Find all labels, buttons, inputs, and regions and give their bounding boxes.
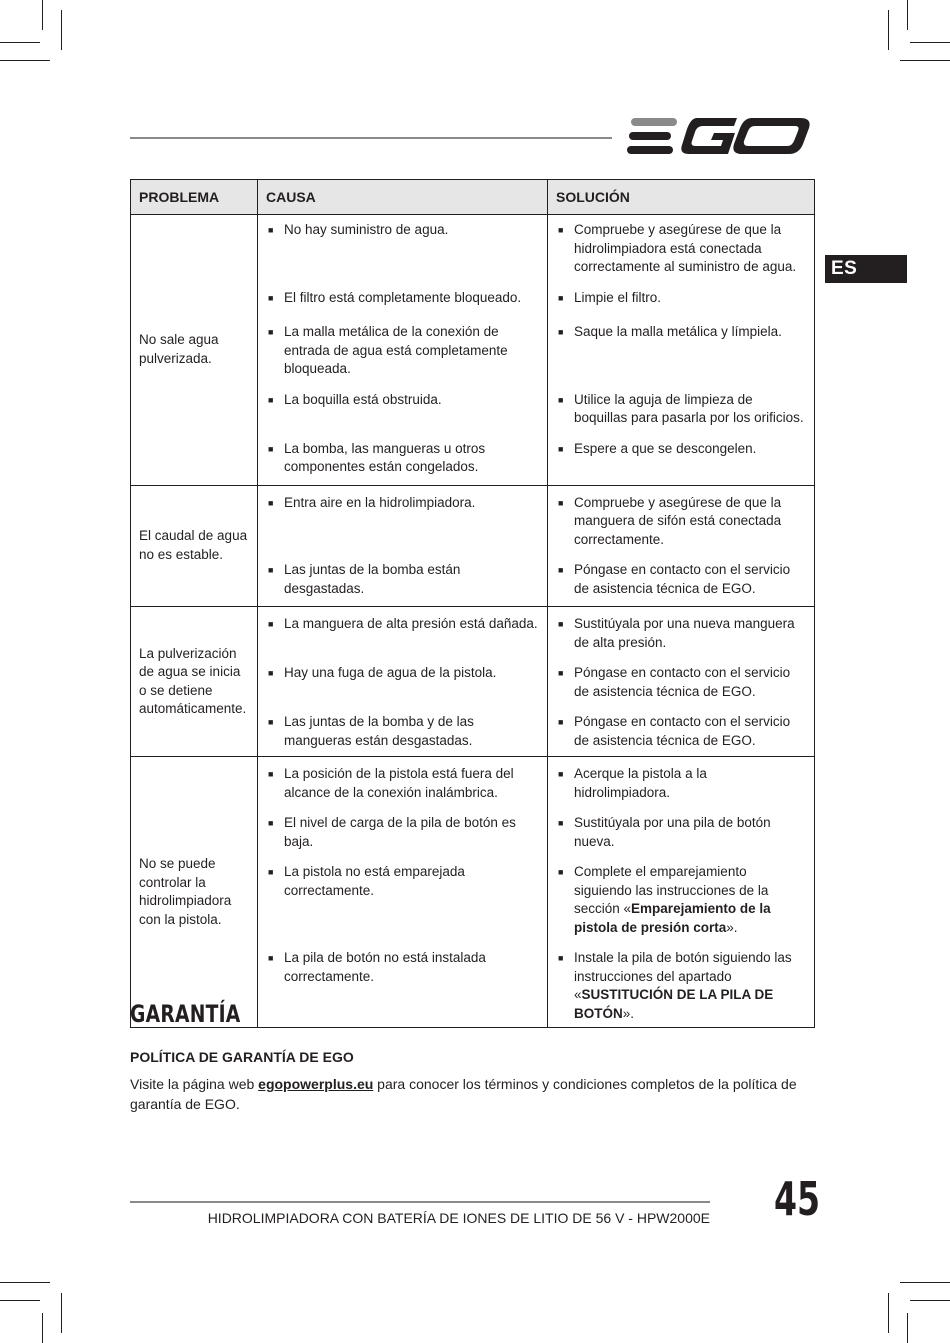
cause-cell — [258, 555, 548, 607]
problem-cell: El caudal de agua no es estable. — [131, 485, 258, 607]
bullet-square-icon: ■ — [268, 769, 274, 779]
cause-text: Las juntas de la bomba están desgastadas. — [284, 562, 461, 596]
problem-cell: La pulverización de agua se inicia o se detiene automáticamente. — [131, 607, 258, 757]
bullet-square-icon: ■ — [558, 867, 564, 877]
language-tab: ES — [825, 255, 907, 283]
solution-cell — [548, 857, 815, 943]
footer-product-title: HIDROLIMPIADORA CON BATERÍA DE IONES DE LITIO DE 56 V - HPW2000E — [207, 1210, 710, 1226]
bullet-square-icon: ■ — [268, 225, 274, 235]
bullet-square-icon: ■ — [268, 443, 274, 454]
solution-cell — [548, 434, 815, 486]
cause-text: Entra aire en la hidrolimpiadora. — [284, 494, 476, 510]
cause-text: La posición de la pistola está fuera del alcance de la conexión inalámbrica. — [284, 766, 514, 800]
ego-logo — [627, 114, 813, 158]
crop-mark — [888, 10, 889, 50]
table-row — [131, 607, 815, 659]
bullet-square-icon: ■ — [268, 867, 274, 877]
bullet-square-icon: ■ — [558, 225, 564, 235]
bullet-square-icon: ■ — [558, 769, 564, 779]
cause-text: El nivel de carga de la pila de botón es baja. — [284, 815, 516, 849]
solution-text: Sustitúyala por una pila de botón nueva. — [574, 815, 771, 849]
cause-cell — [258, 857, 548, 943]
bullet-square-icon: ■ — [268, 717, 274, 727]
solution-text: Póngase en contacto con el servicio de asistencia técnica de EGO. — [574, 714, 791, 748]
bullet-square-icon: ■ — [558, 497, 564, 508]
solution-cell — [548, 215, 815, 283]
solution-cell — [548, 943, 815, 1028]
problem-cell: No se puede controlar la hidrolimpiadora con la pistola. — [131, 757, 258, 1028]
bullet-square-icon: ■ — [558, 394, 564, 405]
solution-text: Complete el emparejamiento siguiendo las instrucciones de la sección «Emparejamiento de la pistola de presión corta». — [574, 864, 771, 935]
cause-text: La malla metálica de la conexión de entrada de agua está completamente bloqueada. — [284, 324, 508, 376]
solution-text: Sustitúyala por una nueva manguera de alta presión. — [574, 616, 795, 650]
crop-mark — [42, 1313, 43, 1343]
solution-text: Póngase en contacto con el servicio de asistencia técnica de EGO. — [574, 562, 791, 596]
bullet-square-icon: ■ — [558, 443, 564, 454]
crop-mark — [0, 1300, 40, 1301]
cause-text: Hay una fuga de agua de la pistola. — [284, 665, 497, 680]
solution-cell — [548, 658, 815, 707]
cause-cell — [258, 658, 548, 707]
cause-cell — [258, 808, 548, 857]
crop-mark — [888, 1293, 889, 1333]
crop-mark — [910, 42, 950, 43]
bullet-square-icon: ■ — [558, 818, 564, 828]
crop-mark — [0, 60, 50, 61]
crop-mark — [907, 1313, 908, 1343]
crop-mark — [0, 1282, 50, 1283]
cause-text: No hay suministro de agua. — [284, 222, 449, 237]
table-row — [131, 485, 815, 555]
bullet-square-icon: ■ — [558, 668, 564, 678]
crop-mark — [900, 60, 950, 61]
solution-text: Póngase en contacto con el servicio de asistencia técnica de EGO. — [574, 665, 791, 699]
solution-cell — [548, 707, 815, 757]
column-header-problem: PROBLEMA — [131, 180, 258, 215]
bullet-square-icon: ■ — [268, 292, 274, 303]
cause-cell — [258, 215, 548, 283]
bullet-square-icon: ■ — [268, 565, 274, 575]
table-row — [131, 215, 815, 283]
solution-text: Instale la pila de botón siguiendo las instrucciones del apartado «SUSTITUCIÓN DE LA PILA DE BOTÓN». — [574, 950, 792, 1021]
solution-text: Compruebe y asegúrese de que la hidrolimpiadora está conectada correctamente al suministro de agua. — [574, 222, 797, 274]
bullet-square-icon: ■ — [268, 327, 274, 337]
solution-cell — [548, 283, 815, 314]
bullet-square-icon: ■ — [268, 668, 274, 678]
warranty-subtitle: POLÍTICA DE GARANTÍA DE EGO — [130, 1049, 354, 1065]
solution-cell — [548, 607, 815, 659]
crop-mark — [900, 1282, 950, 1283]
warranty-text: Visite la página web egopowerplus.eu para conocer los términos y condiciones completos de la política de garantía de EGO. — [130, 1076, 797, 1112]
section-reference: Emparejamiento de la pistola de presión corta — [574, 901, 771, 935]
cause-cell — [258, 485, 548, 555]
cause-text: La boquilla está obstruida. — [284, 391, 442, 407]
cause-cell — [258, 707, 548, 757]
solution-cell — [548, 385, 815, 434]
solution-cell — [548, 757, 815, 809]
cause-cell — [258, 943, 548, 1028]
solution-cell — [548, 313, 815, 385]
solution-text: Saque la malla metálica y límpiela. — [574, 324, 782, 339]
problem-cell: No sale agua pulverizada. — [131, 215, 258, 486]
crop-mark — [907, 0, 908, 30]
cause-text: La bomba, las mangueras u otros componentes están congelados. — [284, 440, 486, 474]
bullet-square-icon: ■ — [558, 717, 564, 727]
cause-cell — [258, 434, 548, 486]
cause-cell — [258, 313, 548, 385]
cause-text: La manguera de alta presión está dañada. — [284, 616, 538, 631]
warranty-link[interactable]: egopowerplus.eu — [258, 1076, 374, 1092]
solution-cell — [548, 555, 815, 607]
bullet-square-icon: ■ — [268, 394, 274, 405]
cause-cell — [258, 607, 548, 659]
troubleshooting-table — [130, 179, 815, 1028]
bullet-square-icon: ■ — [558, 327, 564, 337]
bullet-square-icon: ■ — [558, 953, 564, 963]
footer-rule — [130, 1201, 710, 1203]
cause-text: La pistola no está emparejada correctamente. — [284, 864, 465, 898]
solution-text: Acerque la pistola a la hidrolimpiadora. — [574, 766, 707, 800]
crop-mark — [61, 10, 62, 50]
crop-mark — [61, 1293, 62, 1333]
cause-text: El filtro está completamente bloqueado. — [284, 289, 522, 305]
table-row — [131, 757, 815, 809]
bullet-square-icon: ■ — [268, 619, 274, 629]
bullet-square-icon: ■ — [268, 818, 274, 828]
solution-text: Limpie el filtro. — [574, 289, 662, 305]
section-reference: SUSTITUCIÓN DE LA PILA DE BOTÓN — [574, 987, 774, 1021]
cause-cell — [258, 757, 548, 809]
crop-mark — [42, 0, 43, 30]
table-header-row — [131, 180, 815, 215]
bullet-square-icon: ■ — [558, 619, 564, 629]
page-number: 45 — [774, 1172, 821, 1226]
solution-text: Compruebe y asegúrese de que la manguera de sifón está conectada correctamente. — [574, 494, 782, 547]
cause-text: La pila de botón no está instalada correctamente. — [284, 950, 486, 984]
solution-text: Espere a que se descongelen. — [574, 440, 757, 456]
solution-cell — [548, 485, 815, 555]
bullet-square-icon: ■ — [268, 497, 274, 508]
solution-cell — [548, 808, 815, 857]
warranty-title: GARANTÍA — [130, 1000, 241, 1028]
cause-text: Las juntas de la bomba y de las mangueras están desgastadas. — [284, 714, 474, 748]
header-rule — [130, 137, 612, 139]
bullet-square-icon: ■ — [268, 953, 274, 963]
crop-mark — [0, 42, 40, 43]
bullet-square-icon: ■ — [558, 292, 564, 303]
crop-mark — [910, 1300, 950, 1301]
cause-cell — [258, 283, 548, 314]
column-header-cause: CAUSA — [258, 180, 548, 215]
column-header-solution: SOLUCIÓN — [548, 180, 815, 215]
bullet-square-icon: ■ — [558, 565, 564, 575]
solution-text: Utilice la aguja de limpieza de boquillas para pasarla por los orificios. — [574, 391, 804, 425]
cause-cell — [258, 385, 548, 434]
